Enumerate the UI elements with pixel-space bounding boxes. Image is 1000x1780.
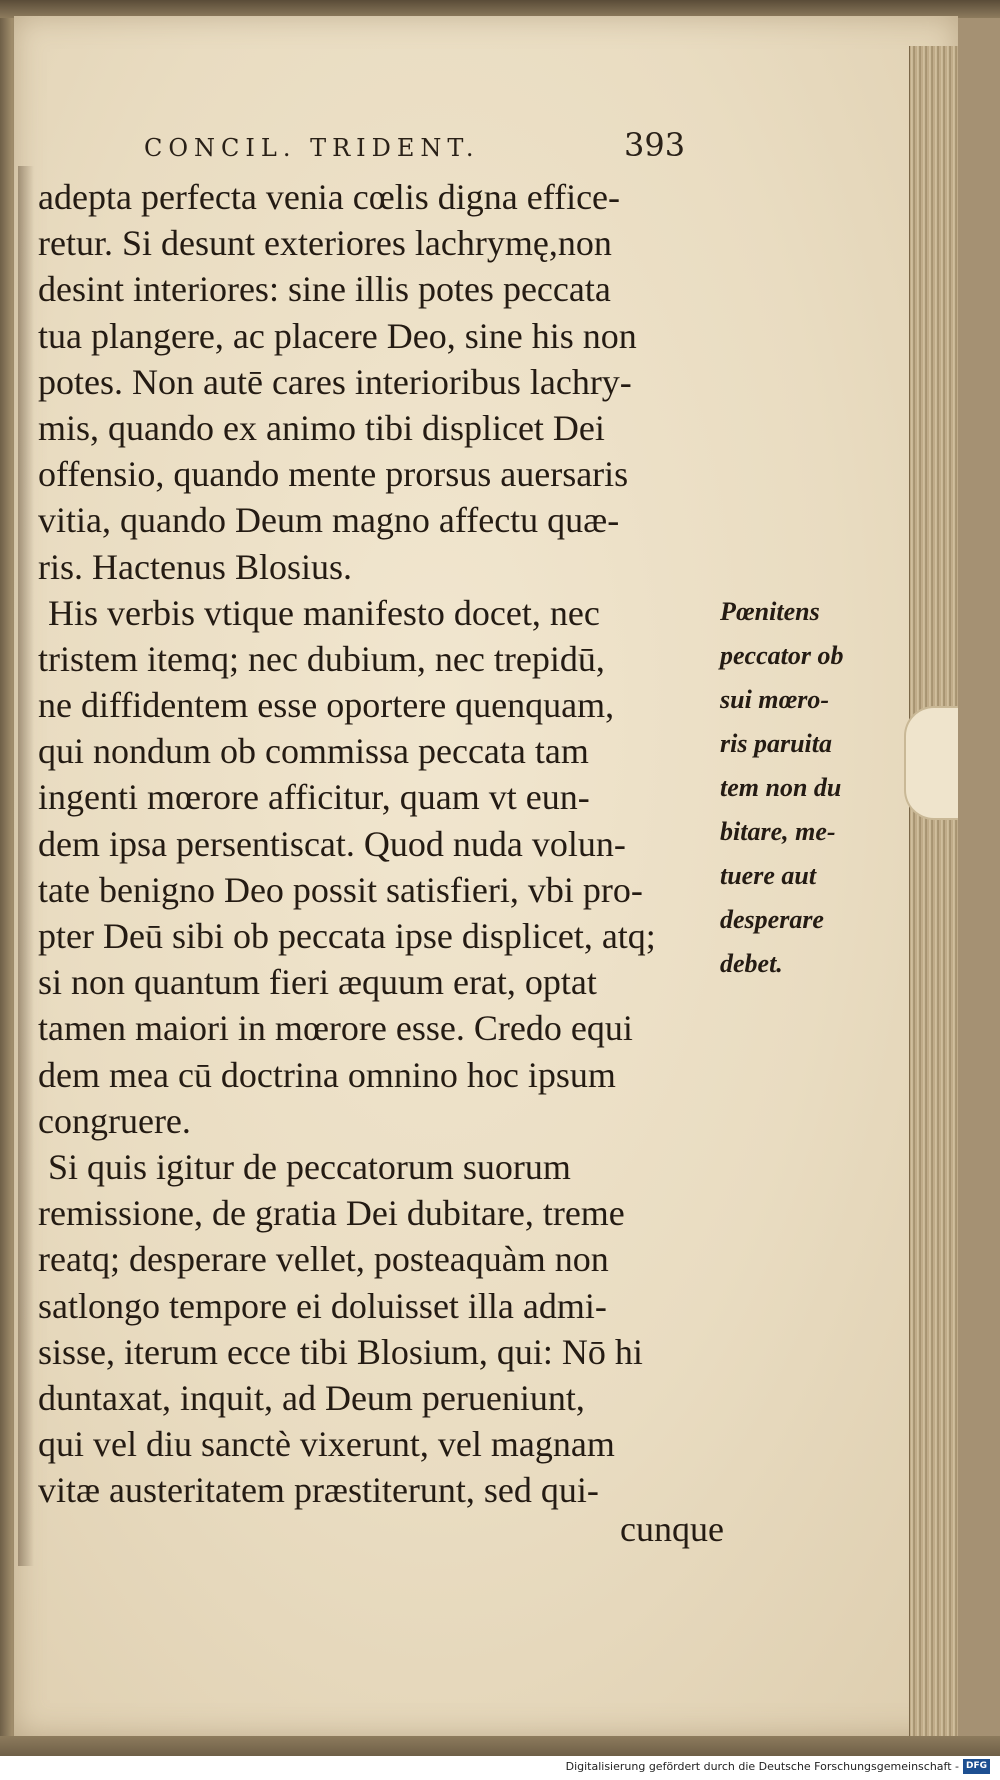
margin-note-line: tuere aut — [720, 861, 817, 890]
text-line: His verbis vtique manifesto docet, nec — [48, 592, 600, 633]
text-line: dem ipsa persentiscat. Quod nuda volun- — [38, 823, 626, 864]
text-line: pter Deū sibi ob peccata ipse displicet, atq; — [38, 916, 656, 956]
text-line: remissione, de gratia Dei dubitare, treme — [38, 1193, 625, 1234]
text-line: qui nondum ob commissa peccata tam — [38, 731, 589, 772]
page-number: 393 — [624, 126, 686, 164]
text-line: retur. Si desunt exteriores lachrymę,non — [38, 223, 612, 264]
margin-note-line: ris paruita — [720, 729, 832, 758]
text-line: reatq; desperare vellet, posteaquàm non — [38, 1239, 609, 1280]
text-line: ingenti mœrore afficitur, quam vt eun- — [38, 777, 590, 818]
margin-note-line: sui mœro- — [720, 685, 830, 714]
text-line: vitia, quando Deum magno affectu quæ- — [38, 500, 620, 541]
text-line: dem mea cū doctrina omnino hoc ipsum — [38, 1054, 616, 1095]
margin-note-line: bitare, me- — [720, 817, 836, 846]
text-line: tristem itemq; nec dubium, nec trepidū, — [38, 638, 605, 679]
text-line: sisse, iterum ecce tibi Blosium, qui: Nō hi — [38, 1331, 643, 1372]
text-line: adepta perfecta venia cœlis digna effice- — [38, 177, 621, 217]
margin-note-line: peccator ob — [720, 641, 844, 670]
page-edges — [909, 46, 958, 1766]
credit-text: Digitalisierung gefördert durch die Deutsche Forschungsgemeinschaft - — [565, 1760, 959, 1773]
text-line: satlongo tempore ei doluisset illa admi- — [38, 1285, 607, 1326]
text-line: duntaxat, inquit, ad Deum perueniunt, — [38, 1377, 585, 1418]
footer-strip — [0, 1756, 1000, 1780]
catchword: cunque — [620, 1509, 724, 1549]
book-page — [14, 16, 958, 1736]
text-line: ne diffidentem esse oportere quenquam, — [38, 685, 615, 726]
digitization-credit — [566, 1759, 990, 1774]
page-tab-marker — [904, 706, 958, 820]
text-line: potes. Non autē cares interioribus lachry- — [38, 361, 632, 402]
text-line: vitæ austeritatem præstiterunt, sed qui- — [38, 1470, 599, 1511]
text-line: offensio, quando mente prorsus auersaris — [38, 454, 629, 495]
text-line: mis, quando ex animo tibi displicet Dei — [38, 407, 605, 448]
running-title: CONCIL. TRIDENT. — [144, 134, 480, 162]
text-line: congruere. — [38, 1100, 191, 1141]
text-line: si non quantum fieri æquum erat, optat — [38, 962, 597, 1003]
text-line: tua plangere, ac placere Deo, sine his non — [38, 315, 637, 356]
margin-note-line: desperare — [720, 905, 824, 934]
binding-gutter — [18, 166, 34, 1566]
dfg-logo-icon: DFG — [963, 1759, 990, 1774]
text-line: desint interiores: sine illis potes peccata — [38, 269, 611, 310]
margin-note-line: debet. — [720, 949, 783, 978]
text-line: tamen maiori in mœrore esse. Credo equi — [38, 1008, 633, 1049]
margin-note-line: tem non du — [720, 773, 842, 802]
body-text — [38, 174, 708, 1513]
text-line: qui vel diu sanctè vixerunt, vel magnam — [38, 1424, 615, 1465]
margin-note — [720, 590, 890, 986]
text-line: Si quis igitur de peccatorum suorum — [48, 1146, 571, 1187]
text-line: ris. Hactenus Blosius. — [38, 546, 352, 587]
book-bottom-edge — [0, 1736, 1000, 1756]
text-line: tate benigno Deo possit satisfieri, vbi pro- — [38, 869, 643, 910]
margin-note-line: Pœnitens — [720, 597, 820, 626]
